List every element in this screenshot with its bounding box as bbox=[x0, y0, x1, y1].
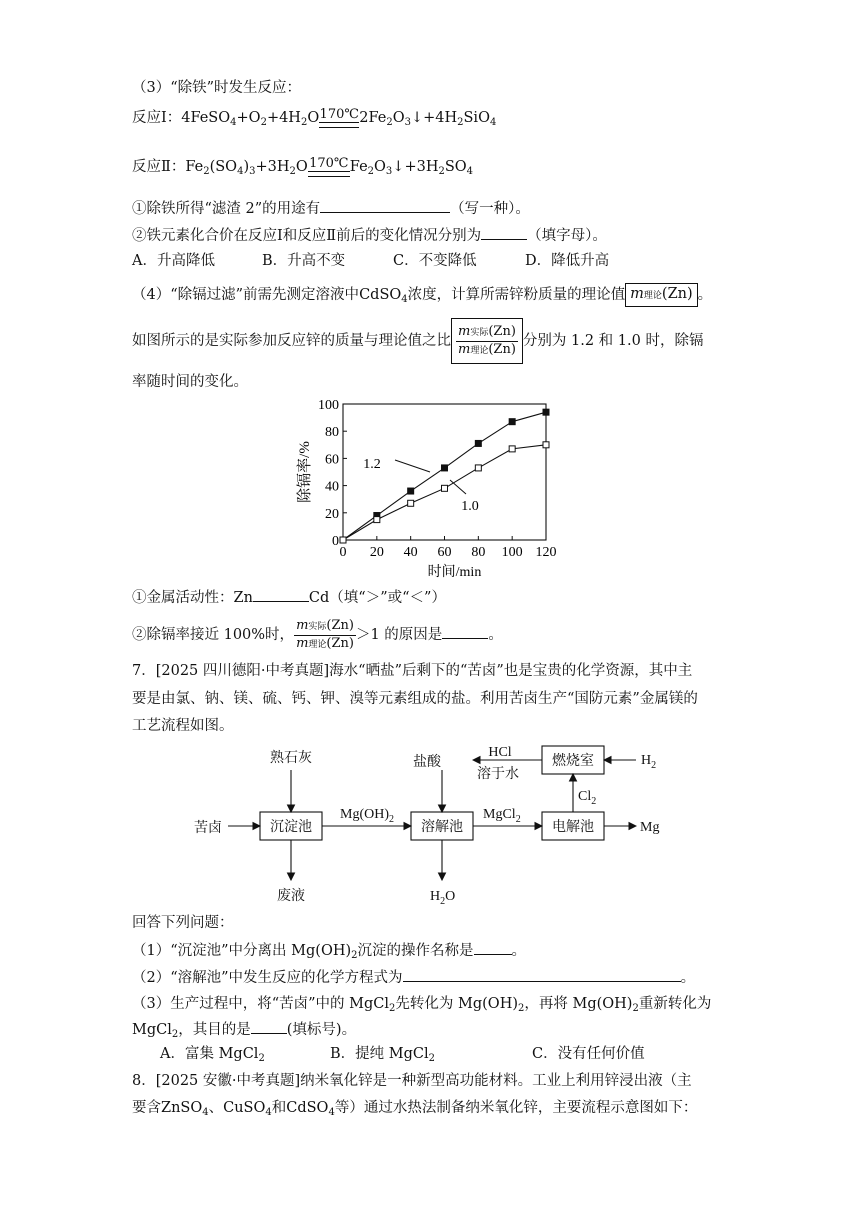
q7-sub1: （1）“沉淀池”中分离出 $Mg(OH)_2$沉淀的操作名称是 。 bbox=[132, 940, 526, 966]
tank3-label: 电解池 bbox=[552, 820, 594, 836]
q3-title: （3）“除铁”时发生反应： bbox=[132, 80, 302, 96]
data-point bbox=[340, 537, 346, 543]
waste-label: 废液 bbox=[277, 889, 305, 904]
q3-sub2: ②铁元素化合价在反应Ⅰ和反应Ⅱ前后的变化情况分别为 （填字母）。 bbox=[132, 225, 607, 246]
answer-blank[interactable] bbox=[253, 587, 309, 602]
q7-line2: 要是由氯、钠、镁、硫、钙、钾、溴等元素组成的盐。利用苦卤生产“国防元素”金属镁的 bbox=[132, 691, 698, 707]
mg-label: Mg bbox=[640, 820, 660, 835]
mgcl2-label: MgCl$_2$ bbox=[483, 807, 521, 825]
q8-line2: 要含ZnSO$_4$、CuSO$_4$和CdSO$_4$等）通过水热法制备纳米氧化锌，主要流程示意图如下： bbox=[132, 1100, 698, 1118]
q4-line2: 如图所示的是实际参加反应锌的质量与理论值之比 $\frac{\text{m实际(Zn)}}{\text{m理论(Zn)}}$ 分别为 1.2 和 1.0 时，除镉 bbox=[132, 318, 703, 364]
x-tick-label: 80 bbox=[471, 545, 486, 560]
series-label: 1.2 bbox=[363, 457, 381, 472]
q4-answer2: ②除镉率接近 100%时， $\frac{\text{m实际(Zn)}}{\text{m理论(Zn)}}$ ＞1 的原因是 。 bbox=[132, 617, 503, 651]
q8-line1: 8．[2025 安徽·中考真题]纳米氧化锌是一种新型高功能材料。工业上利用锌浸出液（主 bbox=[132, 1073, 692, 1089]
q7-line1: 7．[2025 四川德阳·中考真题]海水“晒盐”后剩下的“苦卤”也是宝贵的化学资源，其中主 bbox=[132, 663, 693, 679]
answer-blank[interactable] bbox=[251, 1019, 287, 1034]
q3-sub1: ①除铁所得“滤渣 2”的用途有 （写一种）。 bbox=[132, 198, 530, 219]
answer-blank[interactable] bbox=[320, 198, 450, 213]
q4-line3: 率随时间的变化。 bbox=[132, 374, 248, 390]
q7-sub3-cont: MgCl$_2$，其目的是 (填标号)。 bbox=[132, 1019, 356, 1045]
data-point bbox=[475, 465, 481, 471]
q3-option-a: A．升高降低 bbox=[132, 253, 215, 269]
data-point bbox=[543, 442, 549, 448]
data-point bbox=[543, 409, 549, 415]
y-axis-label: 除镉率/% bbox=[297, 441, 313, 503]
data-point bbox=[509, 446, 515, 452]
cl2-label: $Cl_2$ bbox=[578, 789, 597, 807]
x-tick-label: 20 bbox=[369, 545, 384, 560]
series-label: 1.0 bbox=[461, 499, 479, 514]
answer-blank[interactable] bbox=[474, 940, 512, 955]
data-point bbox=[374, 517, 380, 523]
data-point bbox=[509, 419, 515, 425]
data-point bbox=[408, 500, 414, 506]
series-leader bbox=[395, 460, 430, 472]
burner-label: 燃烧室 bbox=[552, 754, 594, 770]
x-tick-label: 0 bbox=[339, 545, 347, 560]
x-axis-label: 时间/min bbox=[427, 565, 482, 580]
mgoh2-label: $Mg(OH)_2$ bbox=[340, 807, 394, 825]
tank1-label: 沉淀池 bbox=[270, 820, 312, 836]
answer-blank[interactable] bbox=[481, 225, 527, 240]
q7-option-c: C．没有任何价值 bbox=[532, 1046, 645, 1062]
x-tick-label: 120 bbox=[535, 545, 557, 560]
q4-line1: （4）“除镉过滤”前需先测定溶液中CdSO$_4$浓度，计算所需锌粉质量的理论值 m理论(Zn) 。 bbox=[132, 281, 712, 314]
y-tick-label: 20 bbox=[325, 506, 339, 522]
q7-option-a: A．富集 MgCl$_2$ bbox=[160, 1046, 265, 1064]
y-tick-label: 40 bbox=[325, 479, 339, 495]
reaction-1: 反应Ⅰ：$4FeSO_4+O_2+4H_2O$ 170℃ $2Fe_2O_3↓+4H_2SiO_4$ bbox=[132, 107, 497, 128]
cadmium-removal-chart bbox=[290, 390, 580, 585]
reaction-2: 反应Ⅱ：$Fe_2(SO_4)_3+3H_2O$ 170℃ $Fe_2O_3↓+3H_2SO_4$ bbox=[132, 156, 474, 177]
q7-sub2: （2）“溶解池”中发生反应的化学方程式为 。 bbox=[132, 967, 695, 988]
q3-option-b: B．升高不变 bbox=[262, 253, 346, 269]
y-tick-label: 60 bbox=[325, 452, 339, 468]
acid-label: 盐酸 bbox=[413, 755, 441, 770]
y-tick-label: 80 bbox=[325, 425, 339, 441]
data-point bbox=[475, 440, 481, 446]
q3-option-c: C．不变降低 bbox=[393, 253, 477, 269]
water-label: $H_2O$ bbox=[430, 889, 456, 907]
data-point bbox=[408, 488, 414, 494]
h2-label: $H_2$ bbox=[641, 753, 657, 771]
x-tick-label: 60 bbox=[437, 545, 452, 560]
y-tick-label: 100 bbox=[318, 398, 339, 413]
magnesium-process-flow bbox=[190, 740, 680, 920]
data-point bbox=[442, 485, 448, 491]
q3-option-d: D．降低升高 bbox=[525, 253, 610, 269]
series-leader bbox=[450, 480, 466, 494]
hcl-label: HCl bbox=[488, 745, 512, 760]
q4-answer1: ①金属活动性：Zn Cd（填“＞”或“＜”） bbox=[132, 587, 446, 608]
x-tick-label: 100 bbox=[501, 545, 523, 560]
y-tick-label: 0 bbox=[332, 534, 339, 549]
lime-label: 熟石灰 bbox=[270, 751, 312, 766]
x-tick-label: 40 bbox=[403, 545, 418, 560]
q7-option-b: B．提纯 MgCl$_2$ bbox=[330, 1046, 436, 1064]
data-point bbox=[442, 465, 448, 471]
brine-label: 苦卤 bbox=[194, 821, 222, 836]
tank2-label: 溶解池 bbox=[421, 820, 463, 836]
q7-ask: 回答下列问题： bbox=[132, 915, 234, 931]
q7-sub3: （3）生产过程中，将“苦卤”中的 MgCl$_2$先转化为 $Mg(OH)_2$，再将 $Mg(OH)_2$重新转化为 bbox=[132, 996, 712, 1014]
q7-line3: 工艺流程如图。 bbox=[132, 718, 234, 734]
answer-blank[interactable] bbox=[442, 624, 488, 639]
dissolve-label: 溶于水 bbox=[477, 767, 519, 782]
answer-blank[interactable] bbox=[403, 967, 681, 982]
